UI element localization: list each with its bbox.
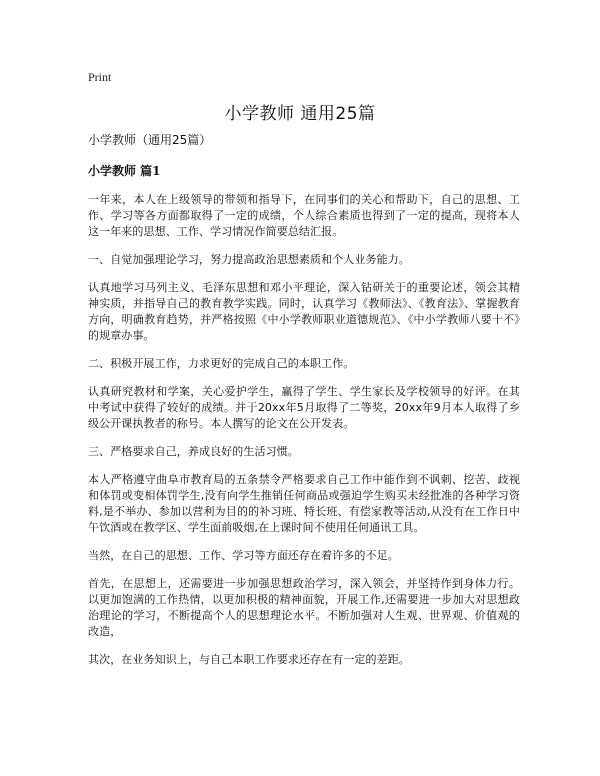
paragraph-work: 认真研究教材和学案，关心爱护学生，赢得了学生、学生家长及学校领导的好评。在其中考试中获得了较好的成绩。并于20xx年5月取得了二等奖，20xx年9月本人取得了乡级公开课执教者的称号。本人撰写的论文在公开发表。	[88, 385, 520, 430]
paragraph-discipline: 本人严格遵守曲阜市教育局的五条禁令严格要求自己工作中能作到不讽刺、挖苦、歧视和体罚或变相体罚学生,没有向学生推销任何商品或强迫学生购买未经批准的各种学习资料,是不举办、参加以营利为目的的补习班、特长班、有偿家教等活动,从没有在工作日中午饮酒或在教学区、学生面前吸烟,在上课时间不使用任何通讯工具。	[88, 473, 520, 534]
paragraph-heading-1: 一、自觉加强理论学习，努力提高政治思想素质和个人业务能力。	[88, 253, 410, 266]
paragraph-shortcomings: 当然，在自己的思想、工作、学习等方面还存在着许多的不足。	[88, 549, 399, 562]
paragraph-heading-2: 二、积极开展工作，力求更好的完成自己的本职工作。	[88, 357, 355, 370]
section-heading: 小学教师 篇1	[88, 164, 161, 178]
paragraph-study: 认真地学习马列主义、毛泽东思想和邓小平理论，深入钻研关于的重要论述，领会其精神实质，并指导自己的教育教学实践。同时，认真学习《教师法》、《教育法》、掌握教育方向，明确教育趋势，并严格按照《中小学教师职业道德规范》、《中小学教师八要十不》的规章办事。	[88, 281, 520, 342]
print-link[interactable]: Print	[88, 70, 112, 84]
paragraph-second: 其次，在业务知识上，与自己本职工作要求还存在有一定的差距。	[88, 653, 410, 666]
document-body	[88, 131, 520, 680]
page-title: 小学教师 通用25篇	[224, 104, 376, 124]
paragraph-first: 首先，在思想上，还需要进一步加强思想政治学习，深入领会，并坚持作到身体力行。以更加饱满的工作热情，以更加积极的精神面貌，开展工作,还需要进一步加大对思想政治理论的学习，不断提高个人的思想理论水平。不断加强对人生观、世界观、价值观的改造，	[88, 577, 520, 638]
paragraph-intro: 一年来，本人在上级领导的带领和指导下，在同事们的关心和帮助下，自己的思想、工作、学习等各方面都取得了一定的成绩，个人综合素质也得到了一定的提高，现将本人这一年来的思想、工作、学习情况作简要总结汇报。	[88, 193, 520, 238]
document-subtitle: 小学教师（通用25篇）	[88, 133, 212, 147]
paragraph-heading-3: 三、严格要求自己，养成良好的生活习惯。	[88, 445, 299, 458]
